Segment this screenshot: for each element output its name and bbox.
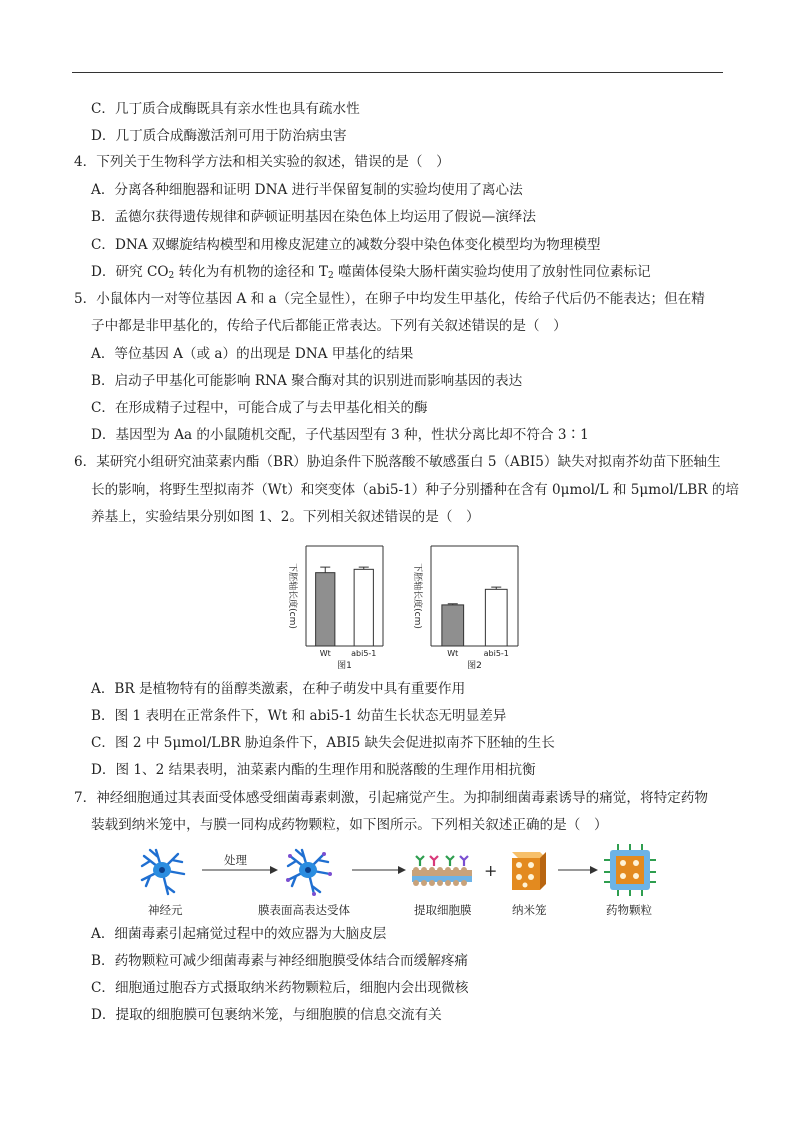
q5-option-d: D．基因型为 Aa 的小鼠随机交配，子代基因型有 3 种，性状分离比却不符合 3∶1 bbox=[91, 427, 589, 443]
q6-option-a: A．BR 是植物特有的甾醇类激素，在种子萌发中具有重要作用 bbox=[91, 681, 466, 697]
nanocage-icon bbox=[512, 852, 546, 890]
q6-stem-line2: 长的影响，将野生型拟南芥（Wt）和突变体（abi5-1）种子分别播种在含有 0μmol/L 和 5μmol/LBR 的培 bbox=[91, 482, 740, 498]
y-axis-label: 下胚轴长度(cm) bbox=[412, 563, 422, 629]
label-drug-particle: 药物颗粒 bbox=[606, 903, 652, 917]
q6-option-c: C．图 2 中 5μmol/LBR 胁迫条件下，ABI5 缺失会促进拟南芥下胚轴的生长 bbox=[91, 735, 555, 751]
treatment-arrow-label: 处理 bbox=[224, 853, 247, 867]
label-receptor-neuron: 膜表面高表达受体 bbox=[258, 903, 350, 917]
chart-title: 图1 bbox=[337, 661, 352, 669]
q6-stem-line3: 养基上，实验结果分别如图 1、2。下列相关叙述错误的是（ ） bbox=[91, 509, 480, 525]
figure-1-bar-chart bbox=[272, 534, 387, 669]
drug-particle-icon bbox=[604, 844, 656, 896]
q6-option-b: B．图 1 表明在正常条件下，Wt 和 abi5-1 幼苗生长状态无明显差异 bbox=[91, 708, 507, 724]
x-tick-label-abi5-1: abi5-1 bbox=[483, 649, 509, 658]
q3-option-d: D．几丁质合成酶激活剂可用于防治病虫害 bbox=[91, 128, 347, 144]
q7-stem-line2: 装载到纳米笼中，与膜一同构成药物颗粒，如下图所示。下列相关叙述正确的是（ ） bbox=[91, 817, 608, 833]
label-nanocage: 纳米笼 bbox=[512, 903, 547, 917]
q7-option-a: A．细菌毒素引起痛觉过程中的效应器为大脑皮层 bbox=[91, 926, 387, 942]
cell-membrane-icon bbox=[412, 856, 472, 886]
figure-2-bar-chart bbox=[397, 534, 522, 669]
q6-stem-line1: 6．某研究小组研究油菜素内酯（BR）胁迫条件下脱落酸不敏感蛋白 5（ABI5）缺失对拟南芥幼苗下胚轴生 bbox=[74, 454, 721, 470]
x-tick-label-Wt: Wt bbox=[319, 649, 331, 658]
bar-Wt bbox=[442, 605, 464, 646]
q5-option-c: C．在形成精子过程中，可能合成了与去甲基化相关的酶 bbox=[91, 400, 428, 416]
q7-option-d: D．提取的细胞膜可包裹纳米笼，与细胞膜的信息交流有关 bbox=[91, 1007, 442, 1023]
label-extracted-membrane: 提取细胞膜 bbox=[414, 903, 472, 917]
plus-sign: + bbox=[484, 861, 498, 880]
bar-abi5-1 bbox=[485, 589, 507, 646]
q4-option-d: D．研究 $CO_2$ 转化为有机物的途径和 $T_2$ 噬菌体侵染大肠杆菌实验均使用了放射性同位素标记 bbox=[91, 264, 651, 281]
neuron-icon bbox=[142, 850, 184, 894]
q4-option-a: A．分离各种细胞器和证明 DNA 进行半保留复制的实验均使用了离心法 bbox=[91, 182, 523, 198]
q7-stem-line1: 7．神经细胞通过其表面受体感受细菌毒素刺激，引起痛觉产生。为抑制细菌毒素诱导的痛觉，将特定药物 bbox=[74, 790, 708, 806]
q4-option-b: B．孟德尔获得遗传规律和萨顿证明基因在染色体上均运用了假说—演绎法 bbox=[91, 209, 536, 225]
q5-stem-line1: 5．小鼠体内一对等位基因 A 和 a（完全显性），在卵子中均发生甲基化，传给子代后仍不能表达；但在精 bbox=[74, 291, 705, 307]
q5-option-b: B．启动子甲基化可能影响 RNA 聚合酶对其的识别进而影响基因的表达 bbox=[91, 373, 523, 389]
q4-stem: 4．下列关于生物科学方法和相关实验的叙述，错误的是（ ） bbox=[74, 154, 450, 170]
x-tick-label-abi5-1: abi5-1 bbox=[351, 649, 377, 658]
x-tick-label-Wt: Wt bbox=[447, 649, 459, 658]
q5-option-a: A．等位基因 A（或 a）的出现是 DNA 甲基化的结果 bbox=[91, 346, 414, 362]
q4-option-c: C．DNA 双螺旋结构模型和用橡皮泥建立的减数分裂中染色体变化模型均为物理模型 bbox=[91, 237, 601, 253]
bar-Wt bbox=[316, 573, 335, 646]
q7-option-b: B．药物颗粒可减少细菌毒素与神经细胞膜受体结合而缓解疼痛 bbox=[91, 953, 469, 969]
label-neuron: 神经元 bbox=[148, 903, 183, 917]
q6-option-d: D．图 1、2 结果表明，油菜素内酯的生理作用和脱落酸的生理作用相抗衡 bbox=[91, 762, 536, 778]
q3-option-c: C．几丁质合成酶既具有亲水性也具有疏水性 bbox=[91, 101, 360, 117]
q5-stem-line2: 子中都是非甲基化的，传给子代后都能正常表达。下列有关叙述错误的是（ ） bbox=[91, 318, 567, 334]
neuron-receptors-icon bbox=[286, 850, 332, 896]
y-axis-label: 下胚轴长度(cm) bbox=[287, 563, 297, 629]
q7-process-figure bbox=[130, 842, 680, 920]
bar-abi5-1 bbox=[354, 569, 373, 646]
chart-title: 图2 bbox=[467, 661, 482, 669]
q7-option-c: C．细胞通过胞吞方式摄取纳米药物颗粒后，细胞内会出现微核 bbox=[91, 980, 469, 996]
header-rule bbox=[72, 72, 723, 73]
